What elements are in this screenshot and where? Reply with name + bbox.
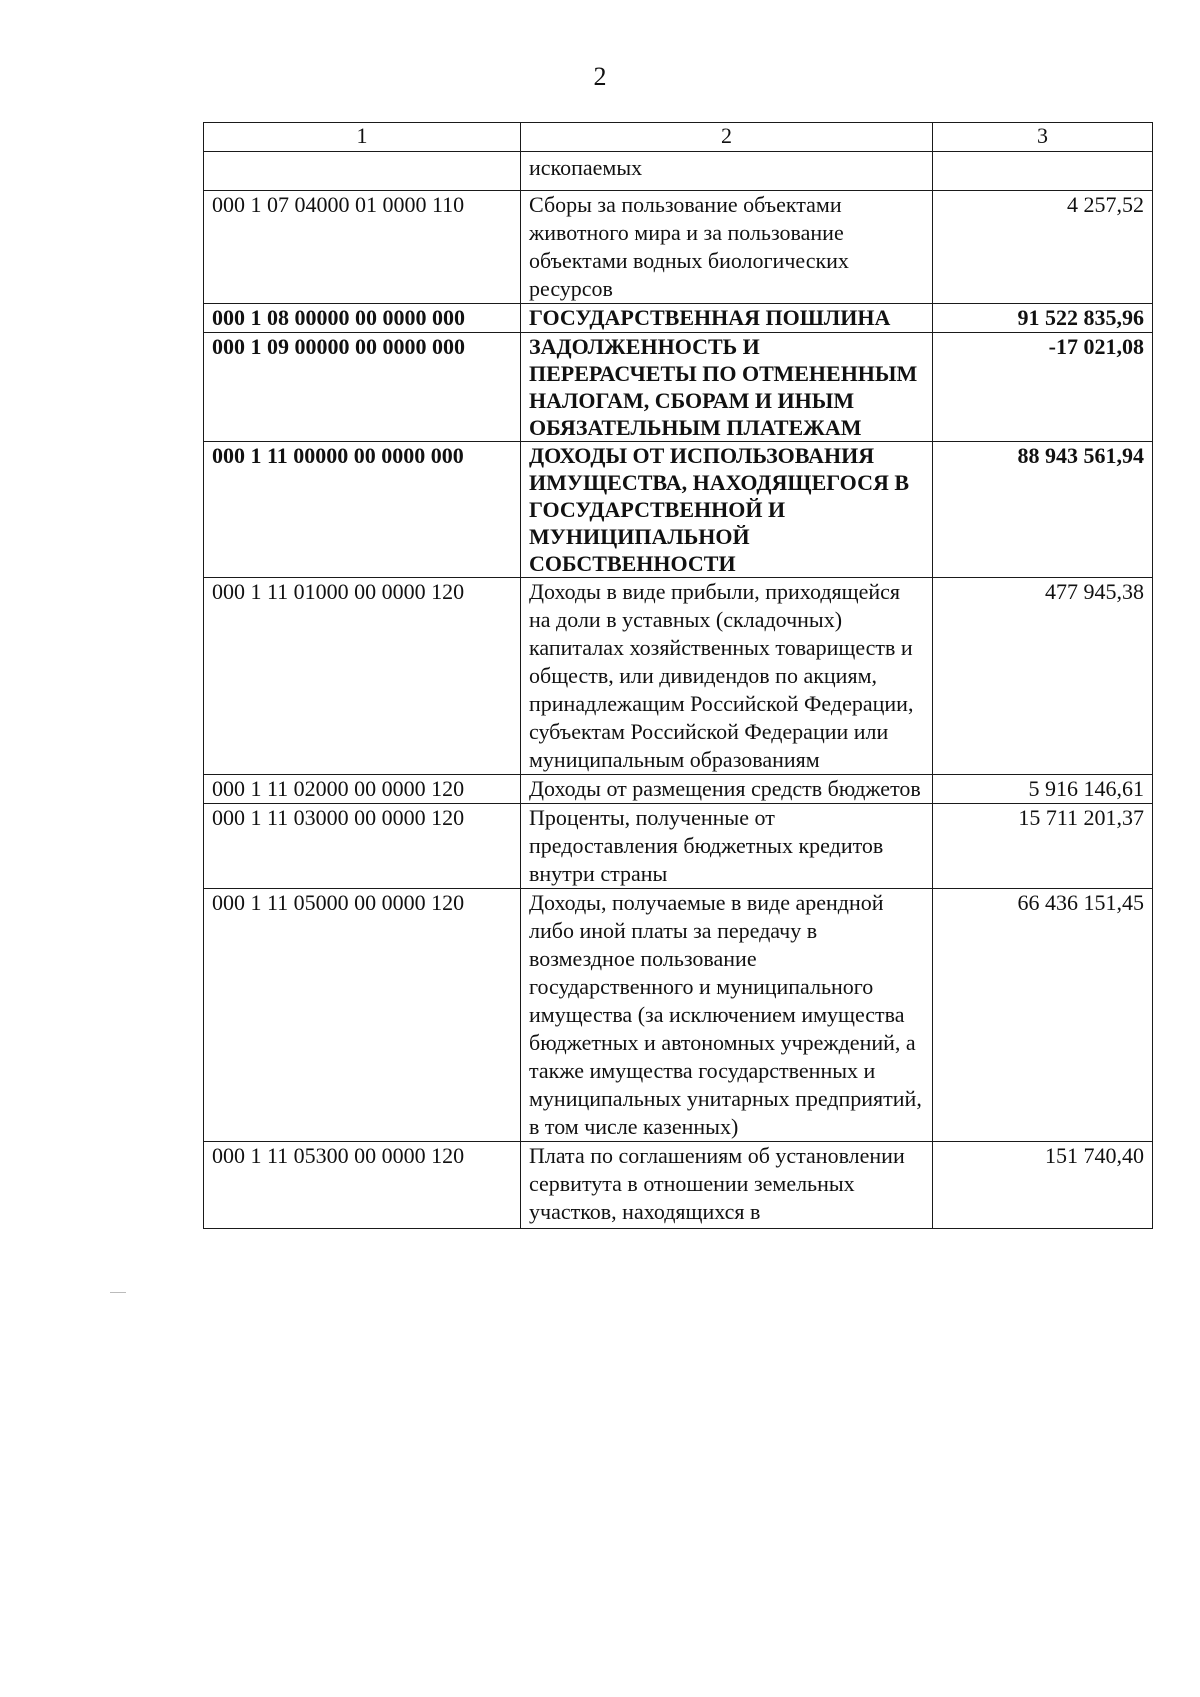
row-amount: 4 257,52 — [933, 191, 1153, 304]
row-code: 000 1 07 04000 01 0000 110 — [204, 191, 521, 304]
row-amount: 15 711 201,37 — [933, 804, 1153, 889]
row-code: 000 1 09 00000 00 0000 000 — [204, 333, 521, 442]
row-amount — [933, 152, 1153, 191]
column-header-amount: 3 — [933, 123, 1153, 152]
row-amount: 88 943 561,94 — [933, 442, 1153, 578]
table-row — [204, 804, 1153, 889]
row-name: Доходы от размещения средств бюджетов — [521, 775, 933, 804]
row-amount: 91 522 835,96 — [933, 304, 1153, 333]
row-code: 000 1 11 01000 00 0000 120 — [204, 578, 521, 775]
page-number: 2 — [593, 62, 607, 91]
row-code: 000 1 11 02000 00 0000 120 — [204, 775, 521, 804]
row-code: 000 1 11 05000 00 0000 120 — [204, 889, 521, 1142]
column-header-code: 1 — [204, 123, 521, 152]
table-row — [204, 578, 1153, 775]
table-row — [204, 191, 1153, 304]
row-code: 000 1 11 03000 00 0000 120 — [204, 804, 521, 889]
row-amount: 5 916 146,61 — [933, 775, 1153, 804]
table-header-row — [204, 123, 1153, 152]
table-row — [204, 442, 1153, 578]
row-amount: 151 740,40 — [933, 1142, 1153, 1229]
table-row — [204, 152, 1153, 191]
row-amount: 477 945,38 — [933, 578, 1153, 775]
scan-margin-mark — [110, 1292, 126, 1293]
row-name: Доходы, получаемые в виде арендной либо иной платы за передачу в возмездное пользование государственного и муниципального имущества (за исключением имущества бюджетных и автономных учреждений, а также имущества государственных и муниципальных унитарных предприятий, в том числе казенных) — [521, 889, 933, 1142]
row-name: ископаемых — [521, 152, 933, 191]
table-row — [204, 889, 1153, 1142]
row-code: 000 1 08 00000 00 0000 000 — [204, 304, 521, 333]
row-amount: 66 436 151,45 — [933, 889, 1153, 1142]
column-header-name: 2 — [521, 123, 933, 152]
row-name: Сборы за пользование объектами животного мира и за пользование объектами водных биологических ресурсов — [521, 191, 933, 304]
row-name: ДОХОДЫ ОТ ИСПОЛЬЗОВАНИЯ ИМУЩЕСТВА, НАХОДЯЩЕГОСЯ В ГОСУДАРСТВЕННОЙ И МУНИЦИПАЛЬНОЙ СОБСТВЕННОСТИ — [521, 442, 933, 578]
row-code — [204, 152, 521, 191]
row-code: 000 1 11 00000 00 0000 000 — [204, 442, 521, 578]
row-code: 000 1 11 05300 00 0000 120 — [204, 1142, 521, 1229]
table-row — [204, 775, 1153, 804]
row-amount: -17 021,08 — [933, 333, 1153, 442]
table-row — [204, 304, 1153, 333]
table-row — [204, 1142, 1153, 1229]
revenue-table — [203, 122, 1153, 1229]
row-name: Проценты, полученные от предоставления бюджетных кредитов внутри страны — [521, 804, 933, 889]
row-name: Плата по соглашениям об установлении сервитута в отношении земельных участков, находящихся в — [521, 1142, 933, 1229]
row-name: ЗАДОЛЖЕННОСТЬ И ПЕРЕРАСЧЕТЫ ПО ОТМЕНЕННЫМ НАЛОГАМ, СБОРАМ И ИНЫМ ОБЯЗАТЕЛЬНЫМ ПЛАТЕЖАМ — [521, 333, 933, 442]
table-row — [204, 333, 1153, 442]
row-name: ГОСУДАРСТВЕННАЯ ПОШЛИНА — [521, 304, 933, 333]
row-name: Доходы в виде прибыли, приходящейся на доли в уставных (складочных) капиталах хозяйственных товариществ и обществ, или дивидендов по акциям, принадлежащим Российской Федерации, субъектам Российской Федерации или муниципальным образованиям — [521, 578, 933, 775]
